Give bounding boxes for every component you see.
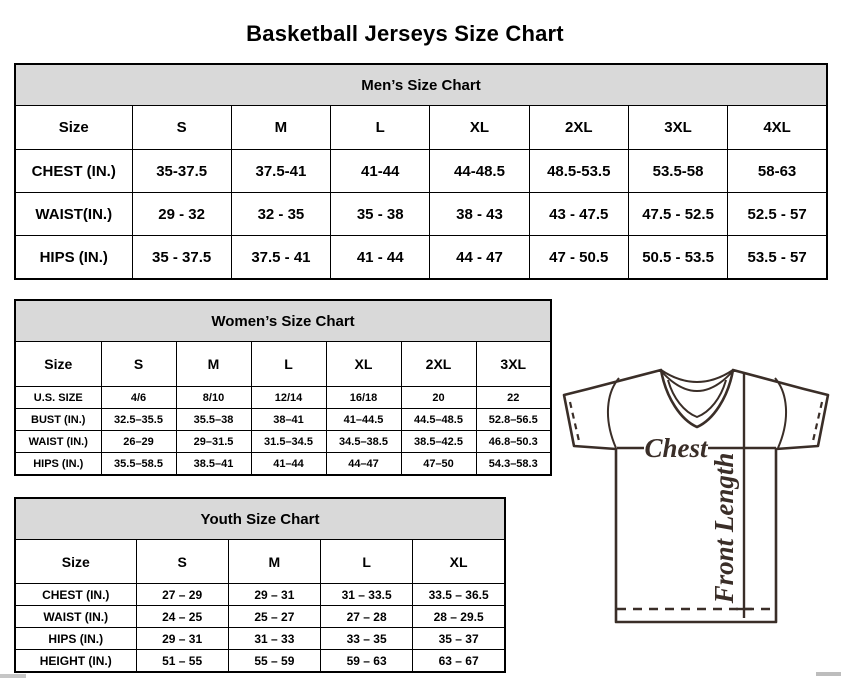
- youth-size-column-L: L: [321, 540, 413, 584]
- men-size-value-cell: 53.5-58: [628, 150, 727, 193]
- men-size-value-cell: 35 - 38: [331, 193, 430, 236]
- women-measurement-row: [15, 387, 551, 409]
- women-size-value-cell: 22: [476, 387, 551, 409]
- women-size-column-2XL: 2XL: [401, 342, 476, 387]
- men-row-label: CHEST (IN.): [15, 150, 132, 193]
- youth-size-value-cell: 33.5 – 36.5: [413, 584, 505, 606]
- women-size-value-cell: 38.5–42.5: [401, 431, 476, 453]
- youth-size-header-label: Size: [15, 540, 136, 584]
- women-size-value-cell: 52.8–56.5: [476, 409, 551, 431]
- jersey-diagram-svg: [553, 356, 841, 656]
- youth-row-label: WAIST (IN.): [15, 606, 136, 628]
- women-table-title: Women’s Size Chart: [15, 300, 551, 342]
- youth-size-value-cell: 31 – 33: [228, 628, 320, 650]
- women-row-label: U.S. SIZE: [15, 387, 101, 409]
- women-size-value-cell: 12/14: [251, 387, 326, 409]
- women-size-value-cell: 35.5–58.5: [101, 453, 176, 476]
- women-size-column-XL: XL: [326, 342, 401, 387]
- men-size-value-cell: 43 - 47.5: [529, 193, 628, 236]
- women-size-column-S: S: [101, 342, 176, 387]
- men-size-column-L: L: [331, 106, 430, 150]
- men-size-value-cell: 35 - 37.5: [132, 236, 231, 280]
- women-size-value-cell: 54.3–58.3: [476, 453, 551, 476]
- women-size-value-cell: 29–31.5: [176, 431, 251, 453]
- men-size-value-cell: 41-44: [331, 150, 430, 193]
- men-row-label: WAIST(IN.): [15, 193, 132, 236]
- men-size-value-cell: 58-63: [728, 150, 827, 193]
- women-size-header-label: Size: [15, 342, 101, 387]
- women-row-label: BUST (IN.): [15, 409, 101, 431]
- men-size-value-cell: 35-37.5: [132, 150, 231, 193]
- men-size-value-cell: 44 - 47: [430, 236, 529, 280]
- youth-size-value-cell: 29 – 31: [136, 628, 228, 650]
- women-size-value-cell: 26–29: [101, 431, 176, 453]
- youth-size-value-cell: 33 – 35: [321, 628, 413, 650]
- women-size-value-cell: 46.8–50.3: [476, 431, 551, 453]
- mens-size-table: [14, 63, 828, 280]
- women-size-value-cell: 38.5–41: [176, 453, 251, 476]
- men-size-column-4XL: 4XL: [728, 106, 827, 150]
- women-size-value-cell: 16/18: [326, 387, 401, 409]
- youth-size-value-cell: 55 – 59: [228, 650, 320, 673]
- page-title: Basketball Jerseys Size Chart: [246, 20, 564, 46]
- men-size-value-cell: 48.5-53.5: [529, 150, 628, 193]
- men-size-value-cell: 32 - 35: [231, 193, 330, 236]
- women-size-value-cell: 35.5–38: [176, 409, 251, 431]
- women-size-value-cell: 44.5–48.5: [401, 409, 476, 431]
- men-size-column-S: S: [132, 106, 231, 150]
- youth-size-value-cell: 27 – 29: [136, 584, 228, 606]
- men-row-label: HIPS (IN.): [15, 236, 132, 280]
- youth-size-value-cell: 31 – 33.5: [321, 584, 413, 606]
- jersey-measurement-diagram: [553, 356, 841, 656]
- women-size-value-cell: 31.5–34.5: [251, 431, 326, 453]
- youth-size-value-cell: 35 – 37: [413, 628, 505, 650]
- men-size-value-cell: 47.5 - 52.5: [628, 193, 727, 236]
- men-measurement-row: [15, 236, 827, 280]
- men-size-column-2XL: 2XL: [529, 106, 628, 150]
- men-size-value-cell: 41 - 44: [331, 236, 430, 280]
- youth-size-value-cell: 25 – 27: [228, 606, 320, 628]
- youth-size-table: [14, 497, 506, 673]
- youth-measurement-row: [15, 628, 505, 650]
- jersey-outline: [564, 370, 828, 622]
- youth-size-column-XL: XL: [413, 540, 505, 584]
- youth-measurement-row: [15, 584, 505, 606]
- youth-table-title: Youth Size Chart: [15, 498, 505, 540]
- women-size-column-M: M: [176, 342, 251, 387]
- men-size-value-cell: 52.5 - 57: [728, 193, 827, 236]
- women-size-value-cell: 8/10: [176, 387, 251, 409]
- men-size-column-3XL: 3XL: [628, 106, 727, 150]
- women-row-label: HIPS (IN.): [15, 453, 101, 476]
- men-table-title: Men’s Size Chart: [15, 64, 827, 106]
- youth-size-value-cell: 24 – 25: [136, 606, 228, 628]
- men-measurement-row: [15, 150, 827, 193]
- men-measurement-row: [15, 193, 827, 236]
- youth-size-value-cell: 29 – 31: [228, 584, 320, 606]
- youth-row-label: HIPS (IN.): [15, 628, 136, 650]
- women-size-value-cell: 34.5–38.5: [326, 431, 401, 453]
- chest-label: Chest: [644, 433, 708, 463]
- men-size-column-M: M: [231, 106, 330, 150]
- front-length-label: Front Length: [709, 452, 739, 604]
- scrollbar-fragment-left[interactable]: [0, 674, 26, 678]
- men-size-header-label: Size: [15, 106, 132, 150]
- women-measurement-row: [15, 431, 551, 453]
- women-size-value-cell: 4/6: [101, 387, 176, 409]
- women-size-value-cell: 32.5–35.5: [101, 409, 176, 431]
- women-measurement-row: [15, 453, 551, 476]
- womens-size-table: [14, 299, 552, 476]
- youth-measurement-row: [15, 650, 505, 673]
- youth-size-value-cell: 63 – 67: [413, 650, 505, 673]
- men-size-value-cell: 37.5 - 41: [231, 236, 330, 280]
- women-size-value-cell: 44–47: [326, 453, 401, 476]
- youth-row-label: HEIGHT (IN.): [15, 650, 136, 673]
- women-size-value-cell: 38–41: [251, 409, 326, 431]
- youth-size-column-M: M: [228, 540, 320, 584]
- men-size-value-cell: 38 - 43: [430, 193, 529, 236]
- women-size-column-3XL: 3XL: [476, 342, 551, 387]
- women-row-label: WAIST (IN.): [15, 431, 101, 453]
- men-size-value-cell: 29 - 32: [132, 193, 231, 236]
- youth-size-column-S: S: [136, 540, 228, 584]
- men-size-value-cell: 44-48.5: [430, 150, 529, 193]
- women-size-value-cell: 41–44: [251, 453, 326, 476]
- women-size-value-cell: 41–44.5: [326, 409, 401, 431]
- youth-size-value-cell: 28 – 29.5: [413, 606, 505, 628]
- women-measurement-row: [15, 409, 551, 431]
- men-size-column-XL: XL: [430, 106, 529, 150]
- youth-size-value-cell: 51 – 55: [136, 650, 228, 673]
- men-size-value-cell: 53.5 - 57: [728, 236, 827, 280]
- youth-size-value-cell: 59 – 63: [321, 650, 413, 673]
- men-size-value-cell: 37.5-41: [231, 150, 330, 193]
- women-size-value-cell: 47–50: [401, 453, 476, 476]
- women-size-column-L: L: [251, 342, 326, 387]
- youth-size-value-cell: 27 – 28: [321, 606, 413, 628]
- men-size-value-cell: 47 - 50.5: [529, 236, 628, 280]
- youth-row-label: CHEST (IN.): [15, 584, 136, 606]
- scrollbar-fragment-right[interactable]: [816, 672, 841, 676]
- women-size-value-cell: 20: [401, 387, 476, 409]
- men-size-value-cell: 50.5 - 53.5: [628, 236, 727, 280]
- youth-measurement-row: [15, 606, 505, 628]
